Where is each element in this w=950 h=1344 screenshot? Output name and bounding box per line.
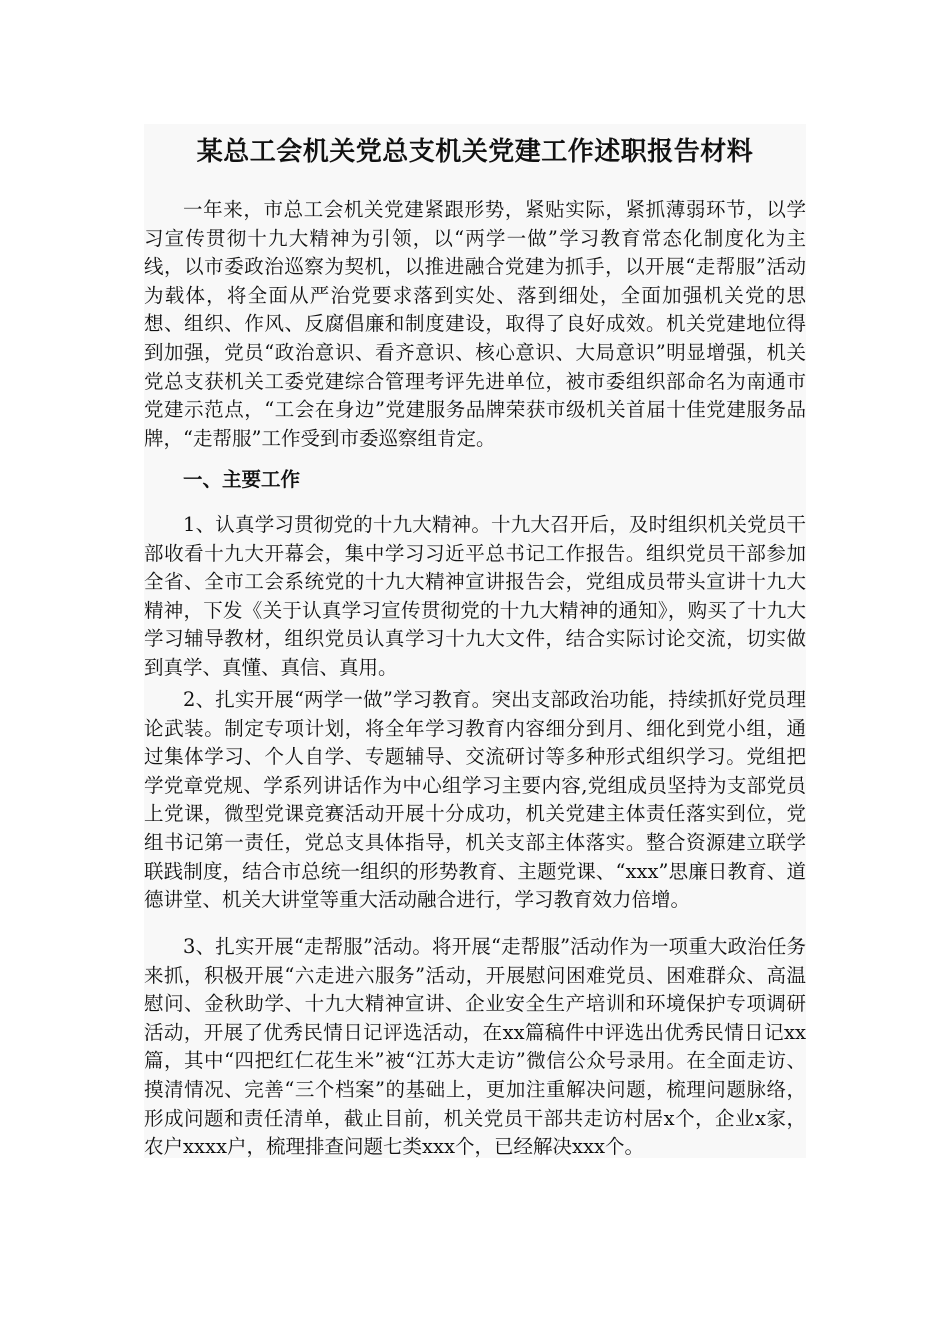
intro-paragraph: 一年来，市总工会机关党建紧跟形势，紧贴实际，紧抓薄弱环节，以学习宣传贯彻十九大精神为引领，以“两学一做”学习教育常态化制度化为主线，以市委政治巡察为契机，以推进融合党建为抓手，以开展“走帮服”活动为载体，将全面从严治党要求落到实处、落到细处，全面加强机关党的思想、组织、作风、反腐倡廉和制度建设，取得了良好成效。机关党建地位得到加强，党员“政治意识、看齐意识、核心意识、大局意识”明显增强，机关党总支获机关工委党建综合管理考评先进单位，被市委组织部命名为南通市党建示范点，“工会在身边”党建服务品牌荣获市级机关首届十佳党建服务品牌，“走帮服”工作受到市委巡察组肯定。 bbox=[144, 198, 806, 450]
section-heading: 一、主要工作 bbox=[183, 468, 301, 491]
document-title: 某总工会机关党总支机关党建工作述职报告材料 bbox=[196, 137, 754, 167]
work-item-2: 2、扎实开展“两学一做”学习教育。突出支部政治功能，持续抓好党员理论武装。制定专项计划，将全年学习教育内容细分到月、细化到党小组，通过集体学习、个人自学、专题辅导、交流研讨等多种形式组织学习。党组把学党章党规、学系列讲话作为中心组学习主要内容,党组成员坚持为支部党员上党课，微型党课竞赛活动开展十分成功，机关党建主体责任落实到位，党组书记第一责任，党总支具体指导，机关支部主体落实。整合资源建立联学联践制度，结合市总统一组织的形势教育、主题党课、“xxx”思廉日教育、道德讲堂、机关大讲堂等重大活动融合进行，学习教育效力倍增。 bbox=[144, 688, 806, 912]
work-item-1: 1、认真学习贯彻党的十九大精神。十九大召开后，及时组织机关党员干部收看十九大开幕会，集中学习习近平总书记工作报告。组织党员干部参加全省、全市工会系统党的十九大精神宣讲报告会，党组成员带头宣讲十九大精神，下发《关于认真学习宣传贯彻党的十九大精神的通知》，购买了十九大学习辅导教材，组织党员认真学习十九大文件，结合实际讨论交流，切实做到真学、真懂、真信、真用。 bbox=[144, 513, 806, 679]
work-item-3: 3、扎实开展“走帮服”活动。将开展“走帮服”活动作为一项重大政治任务来抓，积极开展“六走进六服务”活动，开展慰问困难党员、困难群众、高温慰问、金秋助学、十九大精神宣讲、企业安全生产培训和环境保护专项调研活动，开展了优秀民情日记评选活动，在xx篇稿件中评选出优秀民情日记xx篇，其中“四把红仁花生米”被“江苏大走访”微信公众号录用。在全面走访、摸清情况、完善“三个档案”的基础上，更加注重解决问题，梳理问题脉络，形成问题和责任清单，截止目前，机关党员干部共走访村居x个，企业x家，农户xxxx户，梳理排查问题七类xxx个，已经解决xxx个。 bbox=[144, 935, 806, 1159]
